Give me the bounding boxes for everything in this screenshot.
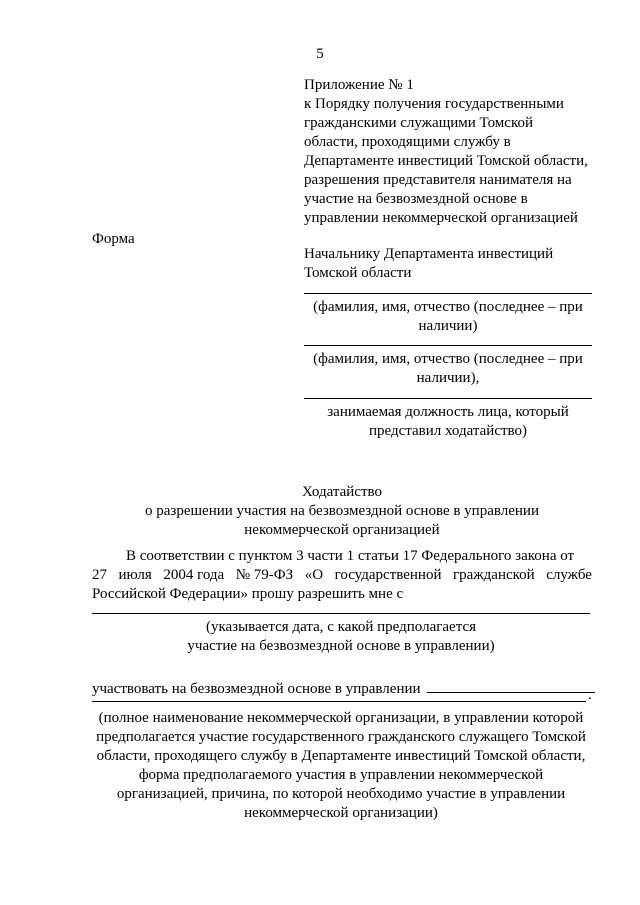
word: 27 bbox=[92, 567, 107, 583]
word: 2004 года bbox=[163, 567, 225, 583]
word: службе bbox=[546, 567, 592, 583]
addressee-line: Начальнику Департамента инвестиций bbox=[304, 246, 554, 262]
appendix-header bbox=[304, 76, 604, 228]
body-line: Российской Федерации» прошу разрешить мне с bbox=[92, 586, 404, 602]
word: государственной bbox=[334, 567, 442, 583]
addressee-block bbox=[304, 245, 594, 283]
org-hint bbox=[80, 709, 602, 823]
date-fill-line[interactable] bbox=[92, 613, 590, 614]
addressee-line: Томской области bbox=[304, 265, 412, 281]
petition-title bbox=[92, 483, 592, 540]
appendix-line: управлении некоммерческой организацией bbox=[304, 210, 578, 226]
hint-line: форма предполагаемого участия в управлении некоммерческой bbox=[138, 767, 544, 783]
hint-line: организацией, причина, по которой необходимо участие в управлении bbox=[116, 786, 566, 802]
body-line-justified bbox=[92, 566, 592, 585]
hint-line: занимаемая должность лица, который bbox=[327, 404, 569, 420]
fio-hint-1 bbox=[304, 298, 592, 336]
org-fill-line-inline[interactable] bbox=[427, 678, 595, 693]
title-subtitle: о разрешении участия на безвозмездной основе в управлении bbox=[145, 503, 539, 519]
form-label: Форма bbox=[92, 231, 135, 247]
word: № 79-ФЗ bbox=[235, 567, 294, 583]
org-line-period: . bbox=[588, 687, 592, 703]
page-number: 5 bbox=[316, 46, 324, 62]
hint-line: (фамилия, имя, отчество (последнее – при bbox=[313, 351, 583, 367]
hint-line: (указывается дата, с какой предполагается bbox=[205, 619, 477, 635]
fio-fill-line-2[interactable] bbox=[304, 345, 592, 346]
title-subtitle: некоммерческой организацией bbox=[244, 522, 440, 538]
participate-text: участвовать на безвозмездной основе в управлении bbox=[92, 681, 421, 697]
hint-line: представил ходатайство) bbox=[368, 423, 528, 439]
body-paragraph bbox=[92, 547, 592, 604]
title-heading: Ходатайство bbox=[302, 484, 382, 500]
appendix-line: гражданскими служащими Томской bbox=[304, 115, 533, 131]
word: июля bbox=[118, 567, 152, 583]
appendix-line: участие на безвозмездной основе в bbox=[304, 191, 528, 207]
appendix-line: Приложение № 1 bbox=[304, 77, 414, 93]
appendix-line: Департаменте инвестиций Томской области, bbox=[304, 153, 588, 169]
position-fill-line[interactable] bbox=[304, 398, 592, 399]
hint-line: участие на безвозмездной основе в управлении) bbox=[187, 638, 495, 654]
hint-line: области, проходящего службу в Департаменте инвестиций Томской области, bbox=[96, 748, 586, 764]
fio-fill-line-1[interactable] bbox=[304, 293, 592, 294]
hint-line: некоммерческой организации) bbox=[244, 805, 438, 821]
hint-line: наличии), bbox=[416, 370, 480, 386]
participate-row bbox=[92, 678, 595, 699]
org-fill-line[interactable] bbox=[92, 701, 586, 702]
appendix-line: к Порядку получения государственными bbox=[304, 96, 564, 112]
date-hint bbox=[92, 618, 590, 656]
hint-line: предполагается участие государственного гражданского служащего Томской bbox=[96, 729, 586, 745]
body-line: В соответствии с пунктом 3 части 1 статьи 17 Федерального закона от bbox=[126, 548, 575, 564]
appendix-line: разрешения представителя нанимателя на bbox=[304, 172, 572, 188]
appendix-line: области, проходящими службу в bbox=[304, 134, 511, 150]
word: гражданской bbox=[453, 567, 535, 583]
word: «О bbox=[304, 567, 324, 583]
fio-hint-2 bbox=[304, 350, 592, 388]
position-hint bbox=[304, 403, 592, 441]
hint-line: (фамилия, имя, отчество (последнее – при bbox=[313, 299, 583, 315]
hint-line: наличии) bbox=[418, 318, 478, 334]
hint-line: (полное наименование некоммерческой организации, в управлении которой bbox=[98, 710, 584, 726]
